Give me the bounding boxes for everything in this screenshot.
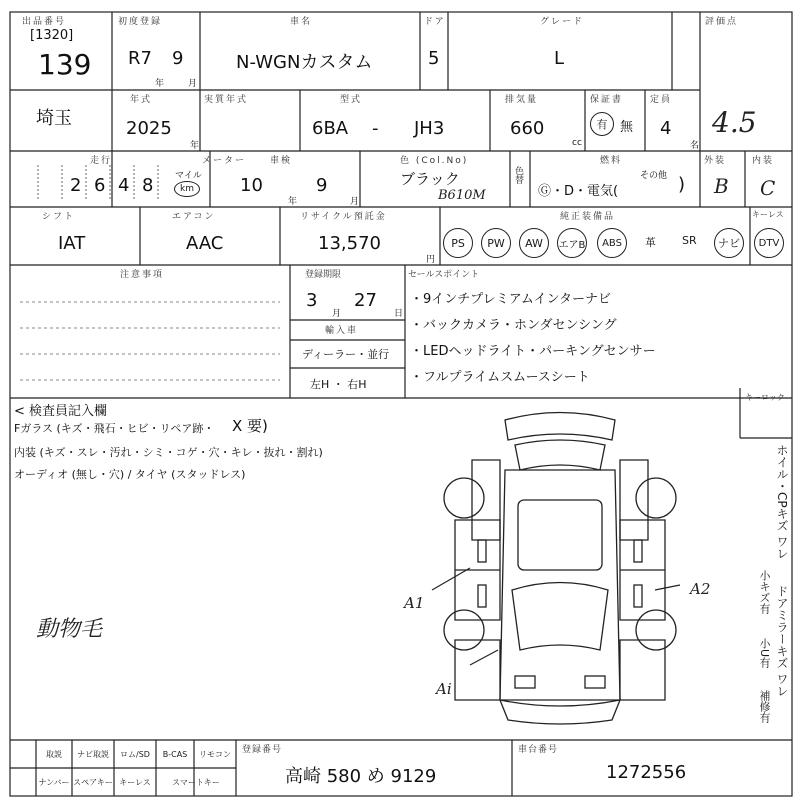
inspector-line1-mark: X 要) <box>232 417 268 435</box>
grade-value: L <box>554 48 565 69</box>
inspector-line3: オーディオ (無し・穴) / タイヤ (スタッドレス) <box>14 468 246 481</box>
color-code: B610M <box>438 188 486 203</box>
plate-header: 登録番号 <box>242 745 283 755</box>
mileage-digit-2: 6 <box>94 175 106 196</box>
legend-vertical-2: 小キズ有 <box>758 570 771 614</box>
inspector-title: < 検査員記入欄 <box>14 404 108 419</box>
color-name: ブラック <box>400 170 460 188</box>
equip-abs <box>597 228 627 258</box>
reg-deadline-month: 3 <box>306 290 318 311</box>
color-header: 色 (Col.No) <box>400 156 469 166</box>
mark-a2: A2 <box>690 580 711 598</box>
type-dash: - <box>372 118 379 139</box>
bottom-navi-manual: ナビ取説 <box>77 749 109 759</box>
equip-aw <box>519 228 549 258</box>
sales-point-4: ・フルプライムスムースシート <box>410 370 590 385</box>
bottom-smart-key: スマートキー <box>172 777 220 787</box>
grade-header: グレード <box>540 17 585 27</box>
equipment-header: 純正装備品 <box>560 212 616 222</box>
chassis-header: 車台番号 <box>518 745 559 755</box>
lot-header: 出品番号 <box>22 17 67 27</box>
fuel-other: その他 <box>640 171 668 181</box>
recycle-value: 13,570 <box>318 233 381 254</box>
displacement-unit: cc <box>572 138 582 148</box>
doors-header: ドア <box>424 17 446 27</box>
inspector-handwritten: 動物毛 <box>36 617 103 642</box>
score-value: 4.5 <box>712 106 757 139</box>
warranty-header: 保証書 <box>590 95 624 105</box>
recycle-unit: 円 <box>426 255 436 265</box>
equip-ps <box>443 228 473 258</box>
year-unit: 年 <box>190 141 200 151</box>
bottom-bcas: B-CAS <box>162 749 188 759</box>
reg-date-year-unit: 年 <box>155 79 165 89</box>
equip-sunroof: SR <box>682 234 697 247</box>
fuel-color-label: 色替 <box>513 166 523 184</box>
sales-point-header: セールスポイント <box>408 270 480 280</box>
year-value: 2025 <box>126 118 172 139</box>
chassis-value: 1272556 <box>606 762 687 783</box>
bottom-remote: リモコン <box>199 749 231 759</box>
inspection-year-unit: 年 <box>288 197 298 207</box>
bottom-keyless: キーレス <box>119 777 151 787</box>
capacity-value: 4 <box>660 118 672 139</box>
displacement-value: 660 <box>510 118 545 139</box>
equip-leather: 革 <box>645 236 656 249</box>
reg-date-month: 9 <box>172 48 184 69</box>
lot-code: [1320] <box>30 28 74 43</box>
sales-point-3: ・LEDヘッドライト・パーキングセンサー <box>410 344 656 359</box>
key-lock-header: キーロック <box>745 393 785 402</box>
legend-vertical-4: 小U有 <box>758 638 771 669</box>
shift-header: シフト <box>42 212 76 222</box>
equip-dtv-label: DTV <box>758 237 780 249</box>
legend-vertical-5: 補修有 <box>758 690 771 723</box>
capacity-header: 定員 <box>650 95 673 105</box>
lot-number: 139 <box>38 48 92 81</box>
type-header: 型式 <box>340 95 363 105</box>
ext-header: 外装 <box>704 156 727 166</box>
mileage-header: 走行 <box>90 156 113 166</box>
capacity-unit: 名 <box>690 141 700 151</box>
mileage-digit-4: 8 <box>142 175 154 196</box>
notes-header: 注意事項 <box>120 270 165 280</box>
mileage-unit-km: km <box>180 184 194 194</box>
equip-dtv <box>754 228 784 258</box>
reg-deadline-month-unit: 月 <box>332 309 342 319</box>
warranty-yes-circle <box>590 112 614 136</box>
equip-pw <box>481 228 511 258</box>
ac-header: エアコン <box>172 212 216 222</box>
ac-value: AAC <box>186 233 224 254</box>
legend-vertical-1: ホイル・CPキズ ワレ <box>775 444 789 560</box>
legend-vertical-3: ドアミラーキズ ワレ <box>775 585 789 697</box>
shift-value: IAT <box>58 233 86 254</box>
mileage-km-circle <box>174 181 200 197</box>
bottom-spare-key: スペアキー <box>73 777 113 787</box>
car-name-header: 車名 <box>290 17 313 27</box>
car-diagram <box>444 413 676 725</box>
bottom-number: ナンバー <box>38 777 70 787</box>
inspection-year: 10 <box>240 175 263 196</box>
equip-navi-label: ナビ <box>718 237 740 250</box>
reg-date-month-unit: 月 <box>188 79 198 89</box>
fuel-close: ) <box>678 174 686 195</box>
bottom-rom-sd: ロム/SD <box>120 749 150 759</box>
inspector-line1: Fガラス (キズ・飛石・ヒビ・リペア跡・ <box>14 422 215 435</box>
mileage-unit-mile: マイル <box>175 171 202 181</box>
reg-deadline-day: 27 <box>354 290 377 311</box>
ext-score: B <box>714 174 729 198</box>
fuel-options: Ⓖ・D・電気( <box>538 184 619 199</box>
bottom-manual: 取説 <box>46 749 62 759</box>
inspection-month-unit: 月 <box>350 197 360 207</box>
equip-abs-label: ABS <box>602 237 622 249</box>
warranty-yes: 有 <box>596 118 608 131</box>
mark-a1: A1 <box>404 594 425 612</box>
mileage-digit-1: 2 <box>70 175 82 196</box>
reg-deadline-header: 登録期限 <box>305 270 342 280</box>
equip-pw-label: PW <box>487 236 505 250</box>
recycle-header: リサイクル預託金 <box>300 212 387 222</box>
mark-ai: Ai <box>436 680 452 698</box>
int-header: 内装 <box>752 156 775 166</box>
area-value: 埼玉 <box>36 108 72 129</box>
import-dealer: ディーラー・並行 <box>302 348 390 361</box>
inspector-line2: 内装 (キズ・スレ・汚れ・シミ・コゲ・穴・キレ・抜れ・割れ) <box>14 446 323 459</box>
int-score: C <box>760 176 776 200</box>
equip-navi <box>714 228 744 258</box>
keyless-header: キーレス <box>752 210 784 219</box>
mileage-digit-3: 4 <box>118 175 130 196</box>
import-handle: 左H ・ 右H <box>310 378 367 391</box>
import-header: 輸入車 <box>325 326 359 336</box>
equip-aw-label: AW <box>525 236 543 250</box>
displacement-header: 排気量 <box>505 95 539 105</box>
warranty-no: 無 <box>620 120 634 135</box>
type-suffix: JH3 <box>414 118 445 139</box>
plate-value: 高崎 580 め 9129 <box>285 766 437 787</box>
year-header: 年式 <box>130 95 153 105</box>
reg-deadline-day-unit: 日 <box>394 309 404 319</box>
equip-ps-label: PS <box>451 236 465 250</box>
type-prefix: 6BA <box>312 118 349 139</box>
sales-point-1: ・9インチプレミアムインターナビ <box>410 292 612 307</box>
meter-header: メーター <box>202 156 247 166</box>
car-name: N-WGNカスタム <box>236 52 373 73</box>
score-header: 評価点 <box>705 17 739 27</box>
fuel-header: 燃料 <box>600 156 623 166</box>
reg-date-header: 初度登録 <box>118 17 163 27</box>
reg-date-era: R7 <box>128 48 152 69</box>
inspection-header: 車検 <box>270 156 293 166</box>
equip-airbag-label: エアB <box>558 239 586 251</box>
sales-point-2: ・バックカメラ・ホンダセンシング <box>410 318 617 333</box>
inspection-month: 9 <box>316 175 328 196</box>
equip-airbag <box>557 228 587 258</box>
doors-value: 5 <box>428 48 440 69</box>
model-year-header: 実質年式 <box>204 95 249 105</box>
